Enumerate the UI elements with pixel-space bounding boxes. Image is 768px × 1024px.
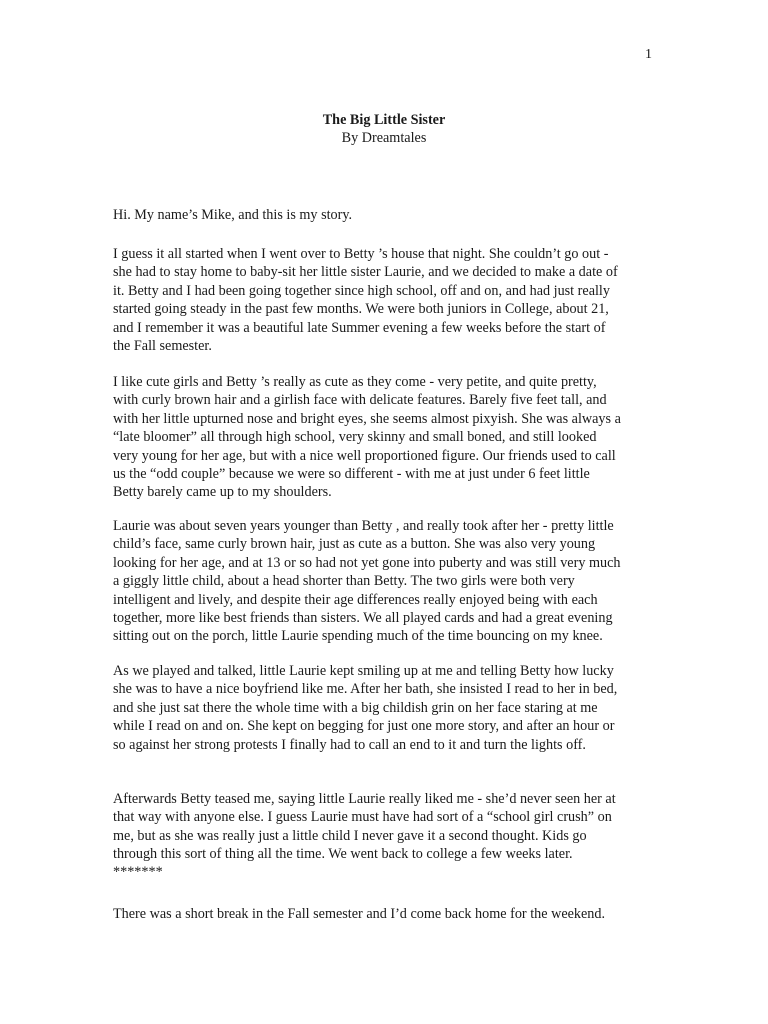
text-line: through this sort of thing all the time. We went back to college a few weeks later.	[113, 846, 573, 863]
text-line: with her little upturned nose and bright eyes, she seems almost pixyish. She was always a	[113, 410, 621, 427]
text-line: “late bloomer” all through high school, very skinny and small boned, and still looked	[113, 429, 597, 446]
text-line: Laurie was about seven years younger than Betty , and really took after her - pretty little	[113, 518, 614, 534]
separator-text: *******	[113, 864, 163, 880]
section-separator	[113, 863, 658, 881]
paragraph-final	[113, 905, 658, 923]
text-line: while I read on and on. She kept on begging for just one more story, and after an hour or	[113, 718, 615, 735]
page-number: 1	[645, 47, 652, 62]
text-line: looking for her age, and at 13 or so had not yet gone into puberty and was still very much	[113, 554, 621, 571]
text-line: Hi. My name’s Mike, and this is my story.	[113, 207, 353, 223]
text-line: together, more like best friends than sisters. We all played cards and had a great evening	[113, 610, 613, 627]
text-line: I like cute girls and Betty ’s really as cute as they come - very petite, and quite pretty,	[113, 374, 597, 390]
paragraph-5	[113, 662, 658, 754]
text-line: I guess it all started when I went over to Betty ’s house that night. She couldn’t go out -	[113, 246, 609, 262]
paragraph-3	[113, 373, 658, 502]
text-line: started going steady in the past few months. We were both juniors in College, about 21,	[113, 301, 609, 318]
text-line: There was a short break in the Fall semester and I’d come back home for the weekend.	[113, 906, 606, 922]
text-line: As we played and talked, little Laurie kept smiling up at me and telling Betty how lucky	[113, 663, 614, 679]
text-line: so against her strong protests I finally had to call an end to it and turn the lights off.	[113, 736, 586, 753]
text-line: Afterwards Betty teased me, saying little Laurie really liked me - she’d never seen her at	[113, 791, 616, 807]
paragraph-2	[113, 245, 658, 355]
text-line: sitting out on the porch, little Laurie spending much of the time bouncing on my knee.	[113, 628, 603, 645]
text-line: us the “odd couple” because we were so different - with me at just under 6 feet little	[113, 466, 590, 483]
text-line: and I remember it was a beautiful late Summer evening a few weeks before the start of	[113, 319, 606, 336]
text-line: intelligent and lively, and despite their age differences really enjoyed being with each	[113, 591, 598, 608]
text-line: the Fall semester.	[113, 338, 212, 355]
text-line: very young for her age, but with a nice well proportioned figure. Our friends used to call	[113, 447, 616, 464]
text-line: a giggly little child, about a head shorter than Betty. The two girls were both very	[113, 573, 575, 590]
text-line: Betty barely came up to my shoulders.	[113, 484, 332, 501]
text-line: she had to stay home to baby-sit her little sister Laurie, and we decided to make a date of	[113, 264, 618, 281]
story-byline: By Dreamtales	[341, 130, 427, 146]
text-line: she was to have a nice boyfriend like me. After her bath, she insisted I read to her in bed,	[113, 681, 618, 698]
text-line: and she just sat there the whole time with a big childish grin on her face staring at me	[113, 699, 598, 716]
paragraph-4	[113, 517, 658, 646]
text-line: with curly brown hair and a girlish face with delicate features. Barely five feet tall, and	[113, 392, 607, 409]
text-line: it. Betty and I had been going together since high school, off and on, and had just really	[113, 282, 610, 299]
text-line: me, but as she was really just a little child I never gave it a second thought. Kids go	[113, 827, 587, 844]
paragraph-6	[113, 790, 658, 864]
paragraph-intro	[113, 206, 658, 224]
text-line: that way with anyone else. I guess Laurie must have had sort of a “school girl crush” on	[113, 809, 612, 826]
story-title: The Big Little Sister	[322, 112, 446, 128]
text-line: child’s face, same curly brown hair, just as cute as a button. She was also very young	[113, 536, 596, 553]
